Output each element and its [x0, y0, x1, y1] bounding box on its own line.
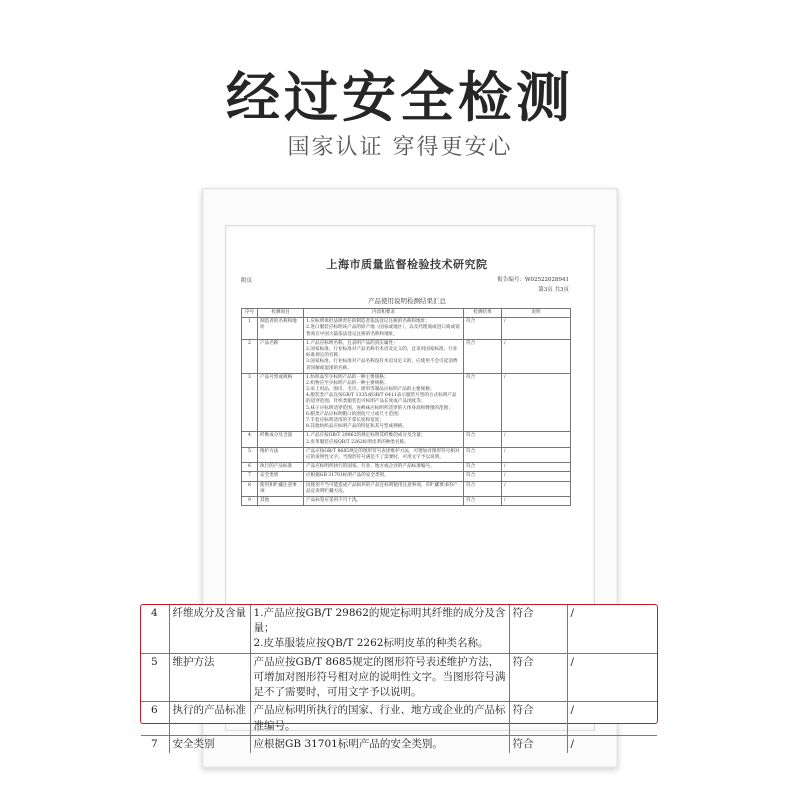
report-table-row: [242, 339, 571, 373]
header-cell: 序号: [242, 309, 258, 318]
row-note: /: [502, 463, 571, 472]
row-result: 符合: [464, 373, 502, 432]
row-item: 纤维成分及含量: [258, 432, 304, 447]
report-title: 上海市质量监督检验技术研究院: [326, 258, 488, 271]
zoomed-table-body: [141, 605, 657, 753]
report-table-row: [242, 432, 571, 447]
row-item: 产品名称: [258, 339, 304, 373]
row-item: 安全类别: [169, 735, 250, 753]
report-table-row: [242, 472, 571, 481]
row-requirement: 1.产品应按GB/T 29862的规定标明其纤维的成分及含量； 2.皮革服装应按QB/T 2262标明皮革的种类名称。: [304, 432, 464, 447]
row-note: /: [567, 735, 657, 753]
row-note: /: [502, 481, 571, 496]
row-note: /: [502, 373, 571, 432]
report-table-body: [242, 318, 571, 506]
row-number: 5: [141, 653, 169, 702]
headline: 经过安全检测: [226, 66, 574, 129]
row-item: 维护方法: [258, 447, 304, 462]
row-requirement: 因使用不当可能造成产品损坏的产品宜标明使用注意事项，有贮藏要求的产品宜说明贮藏方法。: [304, 481, 464, 496]
report-table-row: [242, 318, 571, 340]
row-number: 4: [141, 605, 169, 653]
header-cell: 内容和要求: [304, 309, 464, 318]
row-number: 2: [242, 339, 258, 373]
report-subtitle: 产品使用说明检测结果汇总: [368, 297, 446, 305]
row-requirement: 应根据GB 31701标明产品的安全类别。: [304, 472, 464, 481]
row-result: 符合: [509, 735, 567, 753]
header-cell: 检测结果: [464, 309, 502, 318]
row-note: /: [502, 318, 571, 340]
row-item: 使用和贮藏注意事项: [258, 481, 304, 496]
report-table-row: [242, 447, 571, 462]
zoom-row: [141, 702, 657, 735]
row-number: 6: [242, 463, 258, 472]
report-number: 报告编号：W02522028941: [497, 277, 569, 283]
report-table-row: [242, 496, 571, 505]
row-number: 5: [242, 447, 258, 462]
report-table-row: [242, 463, 571, 472]
row-number: 4: [242, 432, 258, 447]
row-item: 维护方法: [169, 653, 250, 702]
report-appendix-label: 附页: [241, 278, 253, 284]
row-requirement: 1.产品应按GB/T 29862的规定标明其纤维的成分及含量； 2.皮革服装应按QB/T 2262标明皮革的种类名称。: [250, 605, 509, 653]
row-requirement: 产品应按GB/T 8685规定的图形符号表述维护方法，可增加对图形符号相对应的说明性文字。当图形符号满足不了需要时，可用文字予以说明。: [304, 447, 464, 462]
header-cell: 检测项目: [258, 309, 304, 318]
row-result: 符合: [464, 463, 502, 472]
report-table-row: [242, 481, 571, 496]
zoom-row: [141, 653, 657, 702]
row-requirement: 产品应标明所执行的国家、行业、地方或企业的产品标准编号。: [250, 702, 509, 735]
row-requirement: 1.应标明承担法律责任的制造者依法登记注册的名称和地址； 2.进口服装应标明该产品的原产地（国家或地区），以及代理商或进口商或销售商在中国大陆依法登记注册的名称和地址。: [304, 318, 464, 340]
subline: 国家认证 穿得更安心: [287, 135, 513, 160]
row-number: 8: [242, 481, 258, 496]
report-page-number: 第3页 共3页: [538, 287, 569, 293]
row-result: 符合: [464, 339, 502, 373]
row-item: 其他: [258, 496, 304, 505]
row-item: 执行的产品标准: [258, 463, 304, 472]
row-requirement: 1.纺织品至少标明产品的一种主要规格； 2.织物应至少标明产品的一种主要规格； 3.床上用品、围巾、毛巾、窗帘等制品应标明产品的主要规格； 4.服装类产品宜按GB/T 1335或GB/T 6411表示服装号型的方式标明产品的适穿范围，针织类服装也可标明产品长度或产品围度等； 5.袜子应标明适穿范围，连裤袜应标明所适穿的人体身高和臀围的范围； 6.帽类产品应标明帽口的围度尺寸或尺寸范围； 7.手套应标明适用的手掌长度和宽度； 8.其他纺织品应标明产品的特征和其号型或规格。: [304, 373, 464, 432]
row-number: 6: [141, 702, 169, 735]
row-result: 符合: [464, 432, 502, 447]
report-table-header: [242, 309, 571, 318]
header-cell: 说明: [502, 309, 571, 318]
zoom-row: [141, 605, 657, 653]
report-table-row: [242, 373, 571, 432]
row-item: 产品号型或规格: [258, 373, 304, 432]
row-result: 符合: [509, 702, 567, 735]
row-item: 制造者的名称和地址: [258, 318, 304, 340]
zoom-row: [141, 735, 657, 753]
row-note: /: [567, 605, 657, 653]
row-result: 符合: [464, 447, 502, 462]
row-result: 符合: [464, 472, 502, 481]
zoomed-table-callout: [140, 604, 658, 750]
row-number: 7: [141, 735, 169, 753]
row-note: /: [502, 472, 571, 481]
row-number: 3: [242, 373, 258, 432]
report-table: [241, 308, 571, 506]
row-note: /: [567, 653, 657, 702]
zoomed-table: [141, 605, 657, 753]
row-item: 执行的产品标准: [169, 702, 250, 735]
row-requirement: 应根据GB 31701标明产品的安全类别。: [250, 735, 509, 753]
row-note: /: [502, 432, 571, 447]
row-item: 纤维成分及含量: [169, 605, 250, 653]
row-requirement: 产品标签应采用不可十洗。: [304, 496, 464, 505]
row-result: 符合: [464, 318, 502, 340]
row-number: 9: [242, 496, 258, 505]
row-note: /: [502, 339, 571, 373]
test-report-document: [231, 228, 583, 618]
row-number: 7: [242, 472, 258, 481]
row-note: /: [567, 702, 657, 735]
row-result: 符合: [464, 481, 502, 496]
row-result: 符合: [464, 496, 502, 505]
row-number: 1: [242, 318, 258, 340]
row-requirement: 产品应按GB/T 8685规定的图形符号表述维护方法，可增加对图形符号相对应的说明性文字。当图形符号满足不了需要时，可用文字予以说明。: [250, 653, 509, 702]
row-note: /: [502, 496, 571, 505]
row-requirement: 1.产品应标明名称，且表明产品的真实属性； 2.国家标准、行业标准对产品名称有术语及定义的，宜采用国家标准、行业标准规定的名称； 3.国家标准、行业标准对产品名称没有术语及定义的，应使用不会引起消费者误解或混淆的名称。: [304, 339, 464, 373]
row-note: /: [502, 447, 571, 462]
row-item: 安全类别: [258, 472, 304, 481]
row-requirement: 产品应标明所执行的国家、行业、地方或企业的产品标准编号。: [304, 463, 464, 472]
row-result: 符合: [509, 653, 567, 702]
row-result: 符合: [509, 605, 567, 653]
